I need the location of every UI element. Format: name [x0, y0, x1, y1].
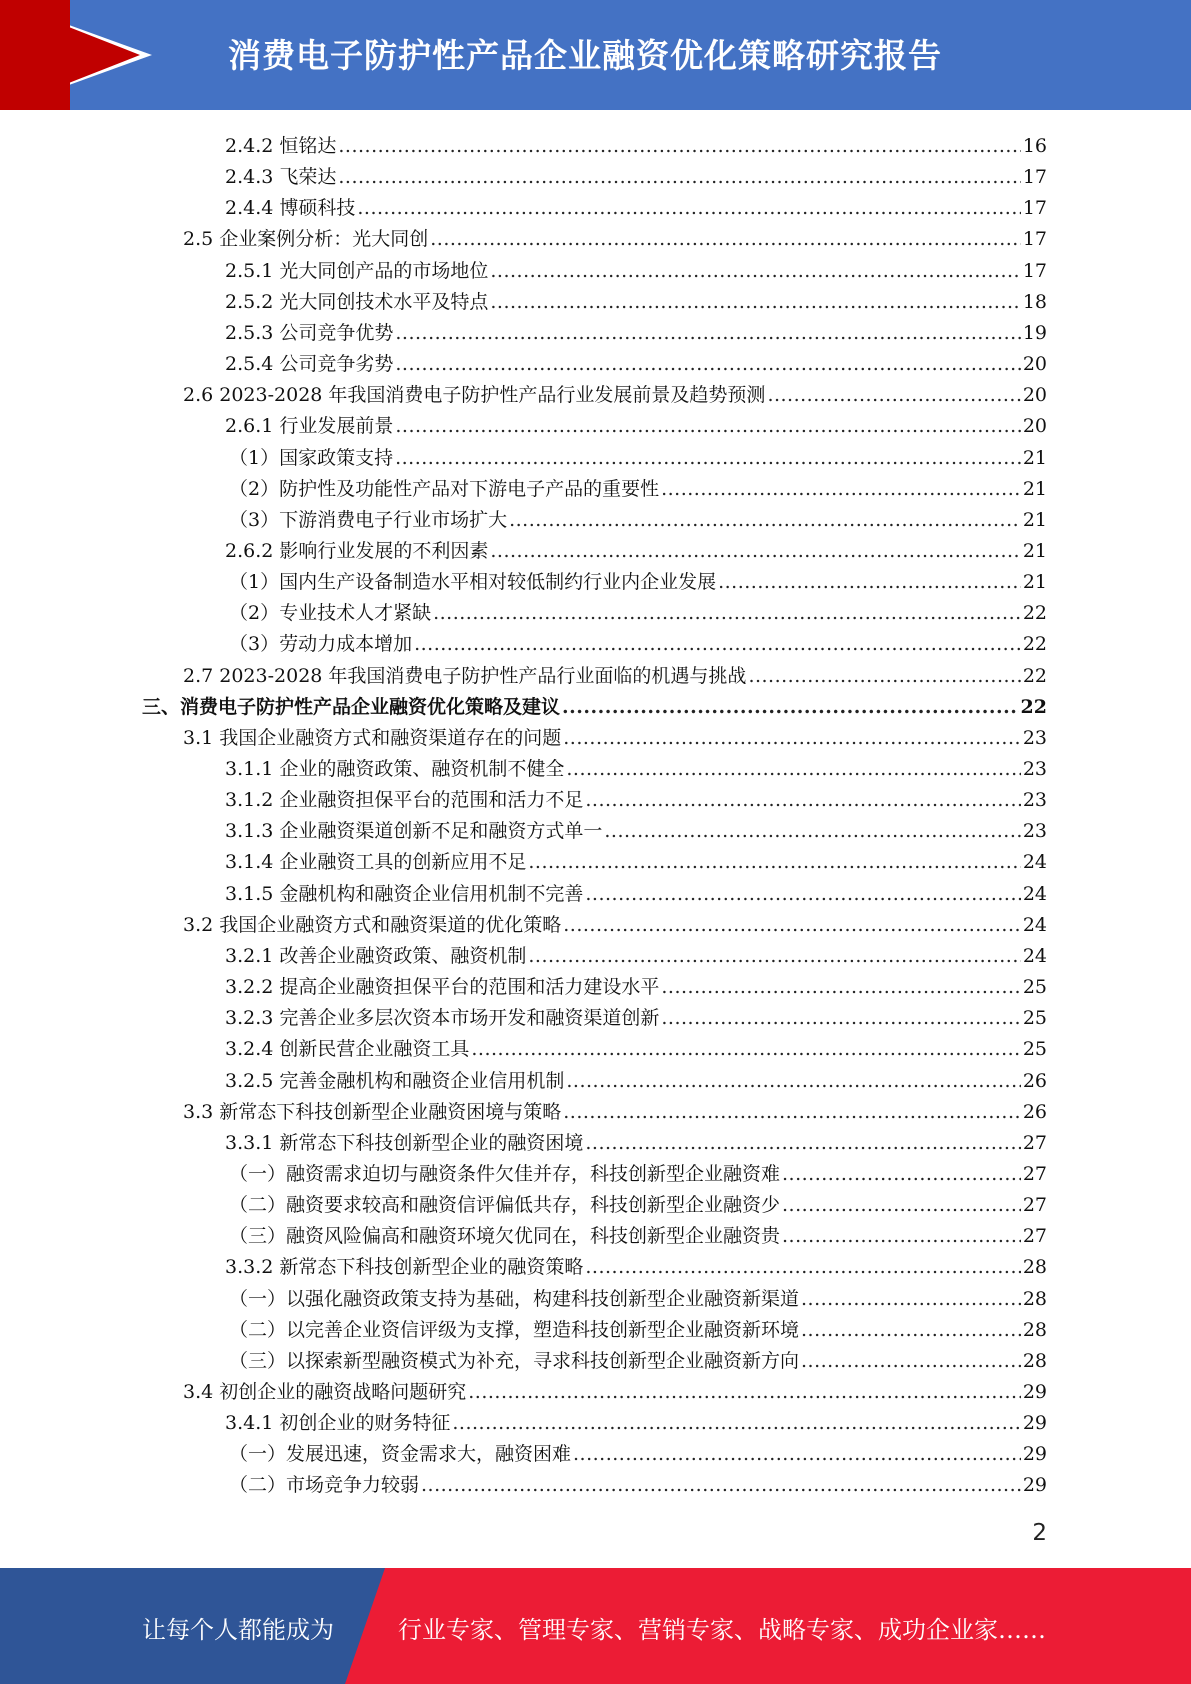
toc-entry-page: 29 [1022, 1443, 1047, 1466]
toc-entry-title: （3）劳动力成本增加 [229, 633, 413, 656]
toc-entry-title: 2.4.2 恒铭达 [225, 135, 337, 157]
toc-entry-title: 2.7 2023-2028 年我国消费电子防护性产品行业面临的机遇与挑战 [183, 664, 747, 687]
toc-entry-page: 25 [1022, 1038, 1047, 1061]
toc-entry[interactable] [183, 907, 1047, 938]
toc-entry-title: （2）防护性及功能性产品对下游电子产品的重要性 [229, 477, 660, 500]
toc-leader-dots [468, 1379, 1021, 1405]
toc-leader-dots [509, 507, 1021, 533]
toc-entry-page: 22 [1022, 633, 1047, 656]
toc-entry-title: （三）融资风险偏高和融资环境欠优同在，科技创新型企业融资贵 [229, 1225, 781, 1248]
toc-entry[interactable] [225, 1249, 1047, 1280]
toc-leader-dots [661, 1005, 1020, 1031]
toc-entry[interactable] [183, 221, 1047, 252]
toc-entry-page: 24 [1022, 913, 1047, 936]
toc-entry[interactable] [183, 720, 1047, 751]
toc-leader-dots [566, 1068, 1020, 1094]
toc-entry-page: 25 [1022, 976, 1047, 999]
toc-leader-dots [433, 600, 1021, 626]
toc-entry[interactable] [183, 658, 1047, 689]
toc-entry[interactable] [183, 377, 1047, 408]
toc-leader-dots [782, 1223, 1021, 1249]
toc-entry-title: 3.2.3 完善企业多层次资本市场开发和融资渠道创新 [225, 1007, 660, 1030]
toc-entry[interactable] [229, 1312, 1047, 1343]
toc-entry[interactable] [225, 876, 1047, 907]
toc-entry-page: 24 [1022, 851, 1047, 874]
toc-entry-title: 3.1 我国企业融资方式和融资渠道存在的问题 [183, 726, 562, 749]
toc-entry-page: 17 [1022, 166, 1047, 189]
toc-leader-dots [767, 382, 1020, 408]
toc-leader-dots [801, 1317, 1021, 1343]
toc-entry-page: 21 [1022, 571, 1047, 594]
toc-entry-page: 17 [1022, 259, 1047, 282]
toc-entry-title: 2.4.3 飞荣达 [225, 166, 337, 189]
toc-entry-title: 2.5.3 公司竞争优势 [225, 321, 394, 344]
toc-entry-title: 2.5 企业案例分析：光大同创 [183, 228, 429, 251]
toc-entry[interactable] [225, 1031, 1047, 1062]
toc-entry-title: （1）国内生产设备制造水平相对较低制约行业内企业发展 [229, 571, 717, 594]
toc-entry[interactable] [142, 689, 1047, 720]
toc-entry-page: 22 [1022, 602, 1047, 625]
toc-leader-dots [421, 1472, 1021, 1498]
toc-leader-dots [395, 320, 1020, 346]
toc-entry[interactable] [229, 1187, 1047, 1218]
toc-entry-page: 20 [1022, 384, 1047, 407]
toc-entry[interactable] [183, 1374, 1047, 1405]
toc-entry-title: 3.4.1 初创企业的财务特征 [225, 1412, 451, 1435]
toc-leader-dots [414, 631, 1021, 657]
toc-leader-dots [782, 1161, 1021, 1187]
toc-entry[interactable] [225, 284, 1047, 315]
toc-entry-page: 17 [1022, 228, 1047, 251]
toc-entry-title: （2）专业技术人才紧缺 [229, 602, 432, 625]
toc-leader-dots [718, 569, 1021, 595]
header-red-block [0, 0, 70, 110]
toc-leader-dots [357, 195, 1020, 221]
toc-leader-dots [585, 881, 1020, 907]
toc-entry-page: 21 [1022, 539, 1047, 562]
toc-entry[interactable] [229, 1281, 1047, 1312]
toc-entry[interactable] [225, 844, 1047, 875]
toc-entry[interactable] [225, 346, 1047, 377]
toc-entry-title: 3.1.3 企业融资渠道创新不足和融资方式单一 [225, 820, 603, 843]
toc-leader-dots [395, 445, 1021, 471]
toc-entry[interactable] [229, 626, 1047, 657]
toc-entry-page: 17 [1022, 197, 1047, 220]
toc-leader-dots [585, 1254, 1020, 1280]
toc-entry[interactable] [225, 1405, 1047, 1436]
toc-entry-title: （一）以强化融资政策支持为基础，构建科技创新型企业融资新渠道 [229, 1287, 800, 1310]
toc-entry[interactable] [225, 159, 1047, 190]
toc-entry[interactable] [225, 533, 1047, 564]
toc-entry-title: 3.2.4 创新民营企业融资工具 [225, 1038, 470, 1061]
toc-entry-title: 2.5.1 光大同创产品的市场地位 [225, 259, 489, 282]
toc-entry[interactable] [225, 253, 1047, 284]
toc-leader-dots [563, 912, 1021, 938]
toc-entry[interactable] [229, 1467, 1047, 1498]
toc-entry-title: 3.3.1 新常态下科技创新型企业的融资困境 [225, 1131, 584, 1154]
report-title: 消费电子防护性产品企业融资优化策略研究报告 [228, 36, 942, 75]
toc-entry-page: 26 [1022, 1100, 1047, 1123]
toc-entry[interactable] [225, 1063, 1047, 1094]
toc-entry-title: 2.4.4 博硕科技 [225, 197, 356, 220]
page-number: 2 [1032, 1520, 1047, 1546]
toc-entry[interactable] [183, 1094, 1047, 1125]
toc-entry-title: 3.2.1 改善企业融资政策、融资机制 [225, 944, 527, 967]
toc-leader-dots [430, 226, 1021, 252]
toc-entry-title: 3.3.2 新常态下科技创新型企业的融资策略 [225, 1256, 584, 1279]
toc-entry-page: 27 [1022, 1194, 1047, 1217]
toc-entry[interactable] [225, 751, 1047, 782]
toc-entry-title: 3.1.1 企业的融资政策、融资机制不健全 [225, 758, 565, 780]
toc-entry-page: 26 [1022, 1069, 1047, 1092]
toc-entry[interactable] [229, 471, 1047, 502]
toc-entry-page: 24 [1022, 944, 1047, 967]
footer-slogan-right: 行业专家、管理专家、营销专家、战略专家、成功企业家…… [398, 1616, 1046, 1644]
toc-entry-page: 21 [1022, 446, 1047, 469]
toc-entry[interactable] [229, 502, 1047, 533]
toc-leader-dots [604, 818, 1020, 844]
toc-entry[interactable] [225, 938, 1047, 969]
toc-entry-page: 29 [1022, 1381, 1047, 1403]
toc-entry-title: （二）市场竞争力较弱 [229, 1474, 420, 1497]
toc-entry-title: 3.1.2 企业融资担保平台的范围和活力不足 [225, 789, 584, 812]
toc-entry-title: 三、消费电子防护性产品企业融资优化策略及建议 [142, 695, 561, 718]
toc-entry-page: 28 [1022, 1349, 1047, 1372]
toc-leader-dots [585, 787, 1020, 813]
toc-leader-dots [452, 1410, 1020, 1436]
toc-leader-dots [801, 1348, 1021, 1374]
toc-entry-page: 19 [1022, 321, 1047, 344]
toc-entry-title: （一）融资需求迫切与融资条件欠佳并存，科技创新型企业融资难 [229, 1162, 781, 1185]
toc-entry-title: 3.2.2 提高企业融资担保平台的范围和活力建设水平 [225, 976, 660, 999]
toc-entry-page: 27 [1022, 1131, 1047, 1154]
toc-entry[interactable] [225, 813, 1047, 844]
toc-entry-page: 21 [1022, 477, 1047, 500]
toc-entry-page: 23 [1022, 758, 1047, 780]
toc-entry-title: （3）下游消费电子行业市场扩大 [229, 508, 508, 531]
toc-entry-title: 3.1.5 金融机构和融资企业信用机制不完善 [225, 882, 584, 905]
toc-entry-page: 28 [1022, 1318, 1047, 1341]
toc-entry-page: 16 [1022, 135, 1047, 157]
toc-leader-dots [528, 943, 1020, 969]
toc-entry-title: （三）以探索新型融资模式为补充，寻求科技创新型企业融资新方向 [229, 1349, 800, 1372]
toc-entry[interactable] [229, 1436, 1047, 1467]
toc-entry-page: 23 [1022, 789, 1047, 812]
toc-entry-page: 27 [1022, 1162, 1047, 1185]
toc-entry[interactable] [229, 564, 1047, 595]
toc-entry-title: 3.4 初创企业的融资战略问题研究 [183, 1381, 467, 1403]
toc-entry[interactable] [229, 440, 1047, 471]
toc-entry-page: 29 [1022, 1412, 1047, 1435]
toc-leader-dots [562, 694, 1019, 720]
toc-entry-title: （二）融资要求较高和融资信评偏低共存，科技创新型企业融资少 [229, 1194, 781, 1217]
toc-entry-page: 28 [1022, 1287, 1047, 1310]
toc-leader-dots [801, 1286, 1021, 1312]
toc-leader-dots [661, 476, 1021, 502]
toc-entry-title: 3.2.5 完善金融机构和融资企业信用机制 [225, 1069, 565, 1092]
toc-entry[interactable] [225, 782, 1047, 813]
toc-entry[interactable] [225, 190, 1047, 221]
toc-entry-page: 20 [1022, 353, 1047, 376]
page-header [0, 0, 1191, 110]
toc-entry[interactable] [225, 128, 1047, 159]
toc-leader-dots [338, 164, 1020, 190]
toc-entry-title: 2.5.4 公司竞争劣势 [225, 353, 394, 376]
toc-entry-page: 22 [1022, 664, 1047, 687]
toc-leader-dots [490, 289, 1020, 315]
toc-leader-dots [490, 258, 1020, 284]
toc-entry-page: 29 [1022, 1474, 1047, 1497]
toc-entry-title: （1）国家政策支持 [229, 446, 394, 469]
toc-entry-title: 2.5.2 光大同创技术水平及特点 [225, 290, 489, 313]
toc-leader-dots [490, 538, 1020, 564]
toc-leader-dots [585, 1130, 1020, 1156]
toc-entry[interactable] [225, 1125, 1047, 1156]
toc-entry-page: 20 [1022, 415, 1047, 438]
toc-entry-title: （一）发展迅速，资金需求大，融资困难 [229, 1443, 572, 1466]
toc-leader-dots [395, 413, 1020, 439]
toc-entry[interactable] [225, 315, 1047, 346]
toc-entry[interactable] [225, 969, 1047, 1000]
toc-leader-dots [782, 1192, 1021, 1218]
toc-leader-dots [748, 663, 1020, 689]
toc-entry[interactable] [229, 1218, 1047, 1249]
toc-entry[interactable] [229, 595, 1047, 626]
toc-leader-dots [338, 133, 1020, 159]
toc-entry-page: 23 [1022, 726, 1047, 749]
toc-entry-title: 3.1.4 企业融资工具的创新应用不足 [225, 851, 527, 874]
toc-leader-dots [563, 1099, 1021, 1125]
toc-entry-page: 23 [1022, 820, 1047, 843]
toc-entry-page: 25 [1022, 1007, 1047, 1030]
toc-leader-dots [395, 351, 1020, 377]
toc-leader-dots [563, 725, 1021, 751]
toc-entry-title: 2.6.2 影响行业发展的不利因素 [225, 539, 489, 562]
toc-entry-page: 18 [1022, 290, 1047, 313]
toc-entry[interactable] [225, 408, 1047, 439]
toc-entry-page: 28 [1022, 1256, 1047, 1279]
toc-entry-page: 24 [1022, 882, 1047, 905]
toc-leader-dots [566, 756, 1020, 782]
toc-entry[interactable] [229, 1156, 1047, 1187]
toc-entry-page: 27 [1022, 1225, 1047, 1248]
toc-entry[interactable] [225, 1000, 1047, 1031]
page-footer [0, 1568, 1191, 1684]
toc-entry-title: 3.2 我国企业融资方式和融资渠道的优化策略 [183, 913, 562, 936]
toc-leader-dots [573, 1441, 1021, 1467]
toc-entry-page: 21 [1022, 508, 1047, 531]
toc-entry-title: （二）以完善企业资信评级为支撑，塑造科技创新型企业融资新环境 [229, 1318, 800, 1341]
toc-leader-dots [528, 849, 1020, 875]
toc-entry-title: 2.6.1 行业发展前景 [225, 415, 394, 438]
toc-entry-page: 22 [1020, 695, 1047, 718]
toc-leader-dots [661, 974, 1020, 1000]
toc-leader-dots [471, 1036, 1020, 1062]
footer-slogan-left: 让每个人都能成为 [142, 1616, 334, 1644]
toc-entry-title: 3.3 新常态下科技创新型企业融资困境与策略 [183, 1100, 562, 1123]
toc-entry[interactable] [229, 1343, 1047, 1374]
toc-entry-title: 2.6 2023-2028 年我国消费电子防护性产品行业发展前景及趋势预测 [183, 384, 766, 407]
